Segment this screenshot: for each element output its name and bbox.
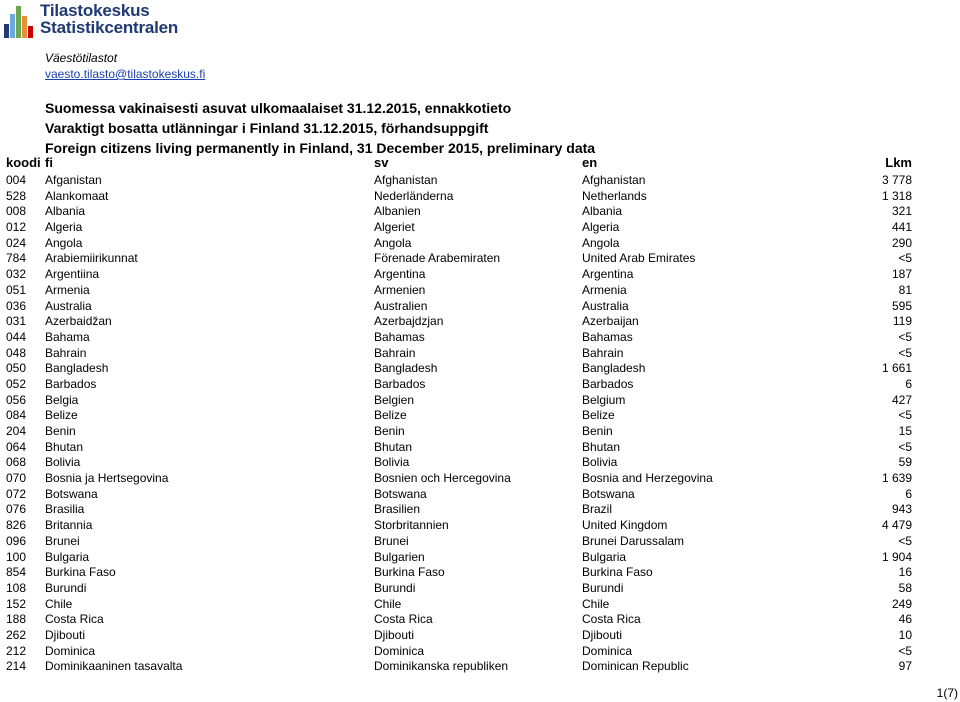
cell-en: United Arab Emirates (582, 251, 696, 266)
cell-code: 052 (6, 376, 27, 391)
cell-sv: Azerbajdzjan (374, 314, 444, 329)
cell-fi: Burundi (45, 580, 87, 595)
cell-lkm: 59 (898, 455, 912, 470)
table-row (0, 628, 960, 644)
cell-en: Bahrain (582, 345, 624, 360)
cell-sv: Bangladesh (374, 361, 438, 376)
cell-en: Australia (582, 298, 629, 313)
cell-sv: Australien (374, 298, 428, 313)
cell-fi: Bangladesh (45, 361, 109, 376)
cell-fi: Afganistan (45, 173, 102, 187)
cell-lkm: <5 (898, 329, 912, 344)
cell-fi: Brasilia (45, 502, 85, 517)
logo-line-2: Statistikcentralen (40, 18, 179, 37)
cell-lkm: <5 (898, 533, 912, 548)
table-row (0, 236, 960, 252)
cell-lkm: 4 479 (881, 518, 912, 533)
cell-code: 784 (6, 251, 27, 266)
cell-en: Bulgaria (582, 549, 627, 564)
cell-code: 044 (6, 329, 27, 344)
cell-fi: Djibouti (45, 627, 86, 642)
cell-en: Dominica (582, 643, 633, 658)
cell-code: 096 (6, 533, 27, 548)
cell-fi: Brunei (45, 533, 80, 548)
cell-code: 084 (6, 408, 27, 423)
title-block (45, 98, 595, 158)
cell-sv: Bahrain (374, 345, 416, 360)
cell-sv: Brasilien (374, 502, 421, 517)
cell-code: 188 (6, 612, 27, 627)
cell-lkm: 1 318 (881, 188, 912, 203)
cell-fi: Bahrain (45, 345, 87, 360)
cell-sv: Botswana (374, 486, 427, 501)
cell-en: Chile (582, 596, 610, 611)
cell-en: Djibouti (582, 627, 623, 642)
header-en: en (582, 155, 598, 170)
cell-fi: Botswana (45, 486, 98, 501)
table-row (0, 424, 960, 440)
cell-en: Afghanistan (582, 173, 646, 187)
cell-sv: Förenade Arabemiraten (374, 251, 501, 266)
cell-code: 051 (6, 282, 27, 297)
contact-block (45, 50, 205, 82)
cell-lkm: 10 (898, 627, 912, 642)
table-row (0, 502, 960, 518)
cell-en: Barbados (582, 376, 634, 391)
cell-fi: Armenia (45, 282, 90, 297)
cell-lkm: <5 (898, 345, 912, 360)
cell-sv: Bolivia (374, 455, 410, 470)
cell-en: Angola (582, 235, 620, 250)
table-row (0, 597, 960, 613)
logo-line-1: Tilastokeskus (40, 1, 150, 20)
cell-fi: Alankomaat (45, 188, 109, 203)
table-row (0, 283, 960, 299)
cell-sv: Bulgarien (374, 549, 425, 564)
cell-sv: Costa Rica (374, 612, 433, 627)
cell-code: 012 (6, 220, 27, 235)
cell-sv: Albanien (374, 204, 421, 219)
table-row (0, 251, 960, 267)
cell-sv: Angola (374, 235, 412, 250)
table-row (0, 204, 960, 220)
table-row (0, 471, 960, 487)
cell-fi: Bosnia ja Hertsegovina (45, 471, 169, 486)
table-row (0, 173, 960, 189)
table-row (0, 267, 960, 283)
cell-code: 068 (6, 455, 27, 470)
cell-fi: Britannia (45, 518, 93, 533)
cell-code: 048 (6, 345, 27, 360)
table-row (0, 393, 960, 409)
cell-en: Belize (582, 408, 615, 423)
cell-lkm: 6 (905, 486, 912, 501)
cell-code: 004 (6, 173, 27, 187)
cell-lkm: 290 (891, 235, 912, 250)
cell-fi: Argentiina (45, 267, 100, 282)
cell-en: Costa Rica (582, 612, 641, 627)
table-row (0, 408, 960, 424)
cell-sv: Dominica (374, 643, 425, 658)
cell-en: Benin (582, 424, 613, 438)
cell-sv: Belize (374, 408, 407, 423)
cell-code: 212 (6, 643, 27, 658)
cell-code: 262 (6, 627, 27, 642)
logo-bars-icon (4, 2, 34, 40)
cell-lkm: 321 (891, 204, 912, 219)
cell-lkm: 249 (891, 596, 912, 611)
cell-en: Bosnia and Herzegovina (582, 471, 713, 486)
cell-fi: Dominikaaninen tasavalta (45, 659, 183, 674)
cell-lkm: <5 (898, 408, 912, 423)
cell-code: 024 (6, 235, 27, 250)
cell-lkm: 1 904 (881, 549, 912, 564)
table-row (0, 644, 960, 660)
cell-lkm: 187 (891, 267, 912, 282)
cell-fi: Australia (45, 298, 92, 313)
cell-en: Azerbaijan (582, 314, 639, 329)
cell-lkm: 1 639 (881, 471, 912, 486)
cell-sv: Argentina (374, 267, 426, 282)
cell-sv: Dominikanska republiken (374, 659, 509, 674)
cell-lkm: 46 (898, 612, 912, 627)
cell-lkm: 97 (898, 659, 912, 674)
cell-code: 036 (6, 298, 27, 313)
table-row (0, 518, 960, 534)
cell-en: United Kingdom (582, 518, 668, 533)
cell-fi: Albania (45, 204, 86, 219)
cell-en: Belgium (582, 392, 626, 407)
cell-lkm: 58 (898, 580, 912, 595)
cell-code: 056 (6, 392, 27, 407)
cell-en: Netherlands (582, 188, 647, 203)
cell-lkm: <5 (898, 439, 912, 454)
cell-lkm: 15 (898, 424, 912, 438)
cell-en: Bhutan (582, 439, 621, 454)
cell-code: 854 (6, 565, 27, 580)
table-row (0, 377, 960, 393)
cell-sv: Nederländerna (374, 188, 454, 203)
cell-lkm: <5 (898, 251, 912, 266)
cell-en: Brunei Darussalam (582, 533, 685, 548)
cell-fi: Barbados (45, 376, 97, 391)
cell-fi: Burkina Faso (45, 565, 116, 580)
table-row (0, 534, 960, 550)
author-label: Väestötilastot (45, 51, 118, 65)
header-code: koodi (6, 155, 41, 170)
cell-code: 072 (6, 486, 27, 501)
cell-fi: Algeria (45, 220, 83, 235)
email-link[interactable]: vaesto.tilasto@tilastokeskus.fi (45, 67, 206, 81)
cell-en: Burkina Faso (582, 565, 653, 580)
cell-code: 214 (6, 659, 27, 674)
cell-en: Armenia (582, 282, 627, 297)
table-row (0, 220, 960, 236)
cell-lkm: <5 (898, 643, 912, 658)
title-en: Foreign citizens living permanently in Finland, 31 December 2015, preliminary data (45, 140, 596, 156)
table-row (0, 659, 960, 675)
header-sv: sv (374, 155, 389, 170)
cell-en: Bangladesh (582, 361, 646, 376)
cell-en: Bolivia (582, 455, 618, 470)
table-row (0, 440, 960, 456)
cell-en: Albania (582, 204, 623, 219)
table-row (0, 550, 960, 566)
cell-code: 528 (6, 188, 27, 203)
table-row (0, 189, 960, 205)
cell-lkm: 6 (905, 376, 912, 391)
cell-fi: Azerbaidžan (45, 314, 112, 329)
cell-en: Burundi (582, 580, 624, 595)
table-row (0, 455, 960, 471)
cell-sv: Bosnien och Hercegovina (374, 471, 511, 486)
cell-en: Algeria (582, 220, 620, 235)
cell-fi: Belgia (45, 392, 79, 407)
cell-sv: Belgien (374, 392, 415, 407)
cell-sv: Bahamas (374, 329, 425, 344)
cell-sv: Algeriet (374, 220, 415, 235)
cell-sv: Burundi (374, 580, 416, 595)
cell-fi: Bhutan (45, 439, 84, 454)
cell-code: 032 (6, 267, 27, 282)
cell-sv: Storbritannien (374, 518, 449, 533)
cell-en: Brazil (582, 502, 613, 517)
cell-en: Botswana (582, 486, 635, 501)
cell-lkm: 1 661 (881, 361, 912, 376)
cell-sv: Chile (374, 596, 402, 611)
cell-fi: Arabiemiirikunnat (45, 251, 138, 266)
cell-en: Bahamas (582, 329, 633, 344)
cell-code: 031 (6, 314, 27, 329)
cell-lkm: 16 (898, 565, 912, 580)
cell-code: 108 (6, 580, 27, 595)
table-row (0, 612, 960, 628)
cell-fi: Dominica (45, 643, 96, 658)
title-sv: Varaktigt bosatta utlänningar i Finland 31.12.2015, förhandsuppgift (45, 120, 489, 136)
cell-lkm: 595 (891, 298, 912, 313)
cell-sv: Djibouti (374, 627, 415, 642)
cell-code: 064 (6, 439, 27, 454)
cell-lkm: 943 (891, 502, 912, 517)
cell-code: 100 (6, 549, 27, 564)
cell-lkm: 441 (891, 220, 912, 235)
title-fi: Suomessa vakinaisesti asuvat ulkomaalaiset 31.12.2015, ennakkotieto (45, 100, 512, 116)
cell-sv: Bhutan (374, 439, 413, 454)
cell-code: 204 (6, 424, 27, 438)
cell-sv: Brunei (374, 533, 409, 548)
cell-fi: Belize (45, 408, 78, 423)
table-row (0, 487, 960, 503)
cell-fi: Costa Rica (45, 612, 104, 627)
table-row (0, 330, 960, 346)
table-row (0, 565, 960, 581)
cell-en: Argentina (582, 267, 634, 282)
cell-lkm: 427 (891, 392, 912, 407)
cell-code: 008 (6, 204, 27, 219)
cell-sv: Barbados (374, 376, 426, 391)
cell-lkm: 119 (892, 314, 912, 329)
table-row (0, 581, 960, 597)
table-row (0, 346, 960, 362)
cell-code: 826 (6, 518, 27, 533)
cell-fi: Angola (45, 235, 83, 250)
table-row (0, 361, 960, 377)
cell-sv: Burkina Faso (374, 565, 445, 580)
header-lkm: Lkm (885, 155, 912, 170)
page-number: 1(7) (936, 686, 958, 700)
table-row (0, 299, 960, 315)
cell-sv: Benin (374, 424, 405, 438)
cell-code: 076 (6, 502, 27, 517)
header-fi: fi (45, 155, 53, 170)
cell-code: 152 (6, 596, 27, 611)
cell-code: 050 (6, 361, 27, 376)
cell-fi: Bahama (45, 329, 90, 344)
cell-fi: Chile (45, 596, 73, 611)
cell-code: 070 (6, 471, 27, 486)
data-table (0, 173, 960, 675)
cell-fi: Benin (45, 424, 76, 438)
cell-fi: Bulgaria (45, 549, 90, 564)
cell-fi: Bolivia (45, 455, 81, 470)
logo-text (40, 2, 178, 36)
cell-lkm: 3 778 (881, 173, 912, 187)
table-row (0, 314, 960, 330)
cell-sv: Afghanistan (374, 173, 438, 187)
cell-en: Dominican Republic (582, 659, 689, 674)
cell-sv: Armenien (374, 282, 426, 297)
cell-lkm: 81 (898, 282, 912, 297)
